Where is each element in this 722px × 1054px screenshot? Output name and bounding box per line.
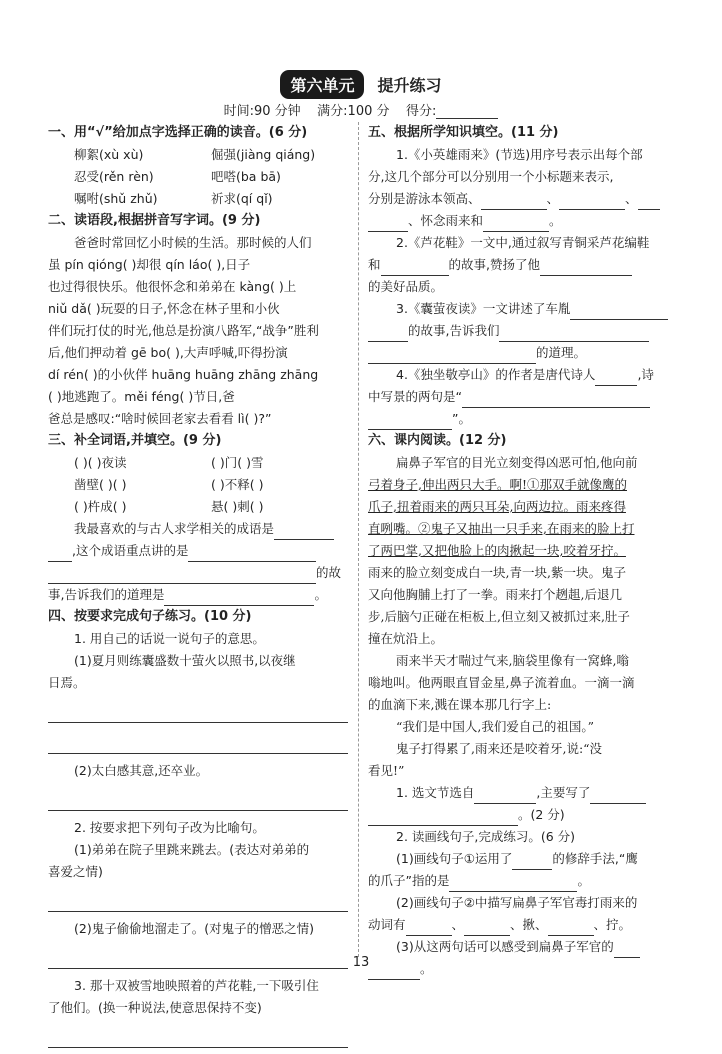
passage-line[interactable]: 爸总是感叹:“啥时候回老家去看看 lì( )?” bbox=[48, 411, 272, 426]
question: (2)太白感其意,还卒业。 bbox=[74, 763, 209, 778]
reading-passage bbox=[368, 452, 668, 782]
pinyin-item[interactable]: 倔强(jiàng qiáng) bbox=[211, 147, 316, 162]
fill-text: 事,告诉我们的道理是 bbox=[48, 587, 165, 602]
answer-blank[interactable] bbox=[368, 811, 518, 826]
fill-text: 1.《小英雄雨来》(节选)用序号表示出每个部 bbox=[396, 147, 643, 162]
underlined-sentence: 了两巴掌,又把他脸上的肉揪起一块,咬着牙拧。 bbox=[368, 543, 626, 558]
fill-line bbox=[368, 914, 668, 936]
fill-line bbox=[368, 408, 668, 430]
answer-blank[interactable] bbox=[406, 921, 452, 936]
underlined-sentence: 直咧嘴。②鬼子又抽出一只手来,在雨来的脸上打 bbox=[368, 521, 635, 536]
answer-blank[interactable] bbox=[188, 547, 316, 562]
passage-line: 扁鼻子军官的目光立刻变得凶恶可怕,他向前 bbox=[396, 455, 638, 470]
fill-text: 的故事,赞扬了他 bbox=[448, 257, 540, 272]
answer-blank[interactable] bbox=[474, 789, 536, 804]
fill-text: 我最喜欢的与古人求学相关的成语是 bbox=[74, 521, 275, 536]
exam-meta bbox=[0, 100, 722, 119]
fill-text: 的故 bbox=[316, 565, 342, 580]
section-4-title: 四、按要求完成句子练习。(10 分) bbox=[48, 609, 252, 624]
answer-blank[interactable] bbox=[512, 855, 552, 870]
pinyin-item[interactable]: 祈求(qí qǐ) bbox=[211, 191, 273, 206]
answer-blank[interactable] bbox=[638, 195, 660, 210]
pinyin-row bbox=[48, 144, 348, 166]
question: 3. 那十双被雪地映照着的芦花鞋,一下吸引住 bbox=[74, 978, 319, 993]
section-2-title: 二、读语段,根据拼音写字词。(9 分) bbox=[48, 213, 261, 228]
question: 1. 用自己的话说一说句子的意思。 bbox=[74, 631, 265, 646]
unit-badge: 第六单元 bbox=[280, 70, 364, 99]
fill-line bbox=[48, 540, 348, 562]
fill-text: ,这个成语重点讲的是 bbox=[72, 543, 189, 558]
fill-line: 事,告诉我们的道理是 。 bbox=[48, 584, 348, 606]
idiom-row bbox=[48, 474, 348, 496]
fill-text: 、揪、 bbox=[510, 917, 548, 932]
answer-blank[interactable] bbox=[590, 789, 646, 804]
section-6-title: 六、课内阅读。(12 分) bbox=[368, 433, 507, 448]
answer-line[interactable] bbox=[48, 698, 348, 723]
answer-blank[interactable] bbox=[449, 877, 577, 892]
fill-text: 2.《芦花鞋》一文中,通过叙写青铜采芦花编鞋 bbox=[396, 235, 650, 250]
answer-line[interactable] bbox=[48, 729, 348, 754]
idiom-item[interactable]: ( )( )夜读 bbox=[74, 455, 127, 470]
answer-blank[interactable] bbox=[381, 261, 449, 276]
score-blank[interactable] bbox=[436, 104, 498, 119]
passage-line[interactable]: 虽 pín qióng( )却很 qín láo( ),日子 bbox=[48, 257, 251, 272]
fill-text: 分,这几个部分可以分别用一个小标题来表示, bbox=[368, 169, 614, 184]
fill-text: 中写景的两句是“ bbox=[368, 389, 462, 404]
passage-line: “我们是中国人,我们爱自己的祖国。” bbox=[396, 719, 595, 734]
time-label: 时间:90 分钟 bbox=[223, 104, 301, 119]
fill-text: 动词有 bbox=[368, 917, 406, 932]
fill-text: 的修辞手法,“鹰 bbox=[552, 851, 638, 866]
column-divider bbox=[358, 122, 359, 957]
question: 2. 读画线句子,完成练习。(6 分) bbox=[396, 829, 576, 844]
fill-line bbox=[368, 848, 668, 870]
score-label: 得分: bbox=[406, 104, 437, 119]
idiom-item[interactable]: 悬( )刺( ) bbox=[211, 499, 264, 514]
fill-text: 分别是游泳本领高、 bbox=[368, 191, 481, 206]
answer-blank[interactable] bbox=[481, 195, 547, 210]
passage-line: 爸爸时常回忆小时候的生活。那时候的人们 bbox=[74, 235, 312, 250]
fill-line: 的爪子”指的是 。 bbox=[368, 870, 668, 892]
page-header bbox=[0, 70, 722, 99]
answer-blank[interactable] bbox=[462, 393, 650, 408]
answer-blank[interactable] bbox=[368, 327, 408, 342]
answer-blank[interactable] bbox=[274, 525, 334, 540]
passage-line: 鬼子打得累了,雨来还是咬着牙,说:“没 bbox=[396, 741, 603, 756]
fill-line bbox=[368, 782, 668, 804]
question: (1)夏月则练囊盛数十萤火以照书,以夜继 bbox=[74, 653, 296, 668]
section-3-title: 三、补全词语,并填空。(9 分) bbox=[48, 433, 222, 448]
question: 了他们。(换一种说法,使意思保持不变) bbox=[48, 1000, 262, 1015]
question: (1)弟弟在院子里跳来跳去。(表达对弟弟的 bbox=[74, 842, 310, 857]
answer-blank[interactable] bbox=[48, 547, 72, 562]
fill-text: 的道理。 bbox=[536, 345, 587, 360]
underlined-sentence: 弓着身子,伸出两只大手。啊!①那双手就像鹰的 bbox=[368, 477, 627, 492]
fill-text: ,诗 bbox=[637, 367, 654, 382]
right-column bbox=[368, 122, 668, 980]
question: (2)画线句子②中描写扁鼻子军官毒打雨来的 bbox=[396, 895, 638, 910]
answer-blank[interactable] bbox=[368, 415, 452, 430]
question: 日焉。 bbox=[48, 675, 86, 690]
pinyin-item[interactable]: 嘱咐(shǔ zhǔ) bbox=[74, 191, 158, 206]
fill-text: ,主要写了 bbox=[536, 785, 591, 800]
answer-blank[interactable] bbox=[368, 349, 536, 364]
fill-line bbox=[368, 298, 668, 320]
answer-line[interactable] bbox=[48, 887, 348, 912]
passage-line[interactable]: ( )地逃跑了。měi féng( )节日,爸 bbox=[48, 389, 235, 404]
idiom-row bbox=[48, 452, 348, 474]
passage-line: 的血滴下来,溅在课本那几行字上: bbox=[368, 697, 552, 712]
fill-line bbox=[368, 364, 668, 386]
fill-text: 。 bbox=[420, 961, 433, 976]
pinyin-item[interactable]: 柳絮(xù xù) bbox=[74, 147, 144, 162]
fill-text: 1. 选文节选自 bbox=[396, 785, 475, 800]
passage-line: 雨来的脸立刻变成白一块,青一块,紫一块。鬼子 bbox=[368, 565, 626, 580]
page-title: 提升练习 bbox=[377, 76, 442, 95]
answer-blank[interactable] bbox=[595, 371, 637, 386]
fill-text: 、 bbox=[451, 917, 465, 932]
passage-line: 嗡地叫。他两眼直冒金星,鼻子流着血。一滴一滴 bbox=[368, 675, 635, 690]
fill-text: 3.《囊萤夜读》一文讲述了车胤 bbox=[396, 301, 571, 316]
passage-line: 看见!” bbox=[368, 763, 405, 778]
underlined-sentence: 爪子,扭着雨来的两只耳朵,向两边拉。雨来疼得 bbox=[368, 499, 626, 514]
passage-line: 又向他胸脯上打了一拳。雨来打个趔趄,后退几 bbox=[368, 587, 622, 602]
passage-line: 伴们玩打仗的时光,他总是扮演八路军,“战争”胜利 bbox=[48, 323, 319, 338]
answer-blank[interactable] bbox=[499, 327, 649, 342]
full-score-label: 满分:100 分 bbox=[317, 104, 390, 119]
passage-line[interactable]: dí rén( )的小伙伴 huāng huāng zhāng zhāng bbox=[48, 367, 319, 382]
fill-line bbox=[368, 254, 668, 276]
passage-line: 雨来半天才喘过气来,脑袋里像有一窝蜂,嗡 bbox=[396, 653, 629, 668]
answer-blank[interactable] bbox=[483, 217, 549, 232]
question: 喜爱之情) bbox=[48, 864, 103, 879]
pinyin-row bbox=[48, 188, 348, 210]
fill-line bbox=[48, 518, 348, 540]
passage-line[interactable]: 后,他们押动着 gē bo( ),大声呼喊,吓得扮演 bbox=[48, 345, 288, 360]
fill-line bbox=[368, 320, 668, 342]
fill-line bbox=[48, 562, 348, 584]
fill-text: 的美好品质。 bbox=[368, 279, 444, 294]
fill-text: (1)画线句子①运用了 bbox=[396, 851, 513, 866]
answer-blank[interactable] bbox=[368, 217, 408, 232]
idiom-item[interactable]: ( )门( )雪 bbox=[211, 455, 264, 470]
question: (2)鬼子偷偷地溜走了。(对鬼子的憎恶之情) bbox=[74, 921, 314, 936]
fill-line bbox=[368, 386, 668, 408]
fill-line bbox=[368, 342, 668, 364]
left-column bbox=[48, 122, 348, 1054]
fill-line: 分别是游泳本领高、 、 、 bbox=[368, 188, 668, 210]
passage-line[interactable]: 也过得很快乐。他很怀念和弟弟在 kàng( )上 bbox=[48, 279, 297, 294]
answer-blank[interactable] bbox=[540, 261, 632, 276]
answer-blank[interactable] bbox=[464, 921, 510, 936]
answer-line[interactable] bbox=[48, 1023, 348, 1048]
idiom-item[interactable]: ( )不释( ) bbox=[211, 477, 264, 492]
fill-text: (3)从这两句话可以感受到扁鼻子军官的 bbox=[396, 939, 614, 954]
idiom-item[interactable]: 凿壁( )( ) bbox=[74, 477, 127, 492]
pinyin-row bbox=[48, 166, 348, 188]
answer-blank[interactable] bbox=[548, 921, 594, 936]
fill-text: 4.《独坐敬亭山》的作者是唐代诗人 bbox=[396, 367, 596, 382]
fill-text: 、怀念雨来和 bbox=[408, 213, 484, 228]
question: 2. 按要求把下列句子改为比喻句。 bbox=[74, 820, 265, 835]
passage-line: 步,后脑勺正碰在柜板上,但立刻又被抓过来,肚子 bbox=[368, 609, 630, 624]
fill-text: 。(2 分) bbox=[518, 807, 565, 822]
pinyin-item[interactable]: 忍受(rěn rèn) bbox=[74, 169, 154, 184]
passage-line: 撞在炕沿上。 bbox=[368, 631, 444, 646]
fill-text: 的故事,告诉我们 bbox=[408, 323, 500, 338]
answer-blank[interactable] bbox=[48, 569, 316, 584]
answer-line[interactable] bbox=[48, 786, 348, 811]
answer-blank[interactable] bbox=[164, 591, 314, 606]
fill-text: 的爪子”指的是 bbox=[368, 873, 450, 888]
section-5-title: 五、根据所学知识填空。(11 分) bbox=[368, 125, 559, 140]
page-number: 13 bbox=[352, 955, 370, 970]
pinyin-item[interactable]: 吧嗒(ba bā) bbox=[211, 169, 281, 184]
fill-text: ”。 bbox=[452, 411, 471, 426]
fill-text: 和 bbox=[368, 257, 381, 272]
answer-blank[interactable] bbox=[559, 195, 625, 210]
passage-line[interactable]: niǔ dǎ( )玩耍的日子,怀念在林子里和小伙 bbox=[48, 301, 280, 316]
section-1-title: 一、用“√”给加点字选择正确的读音。(6 分) bbox=[48, 125, 308, 140]
fill-line: 、怀念雨来和 。 bbox=[368, 210, 668, 232]
idiom-row bbox=[48, 496, 348, 518]
answer-blank[interactable] bbox=[570, 305, 668, 320]
fill-text: 、拧。 bbox=[593, 917, 632, 932]
fill-line bbox=[368, 804, 668, 826]
idiom-item[interactable]: ( )杵成( ) bbox=[74, 499, 127, 514]
